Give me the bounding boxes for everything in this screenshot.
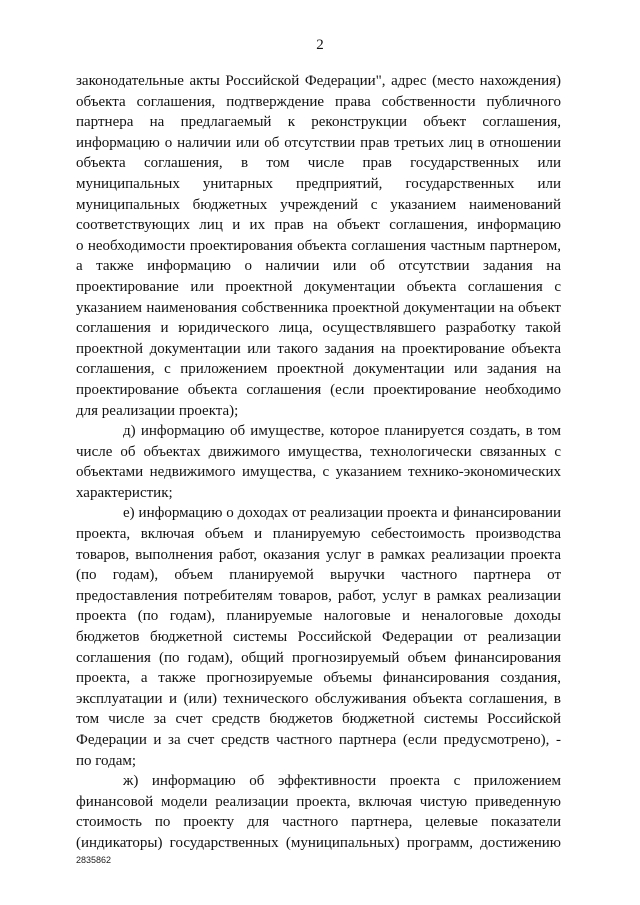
text-line: указанием наименования собственника проектной документации на объект: [76, 299, 561, 316]
document-body: [76, 71, 561, 854]
document-code: 2835862: [76, 855, 112, 865]
text-line: а также информацию о наличии или об отсутствии задания на: [76, 258, 561, 275]
text-line: объекта соглашения, подтверждение права собственности публичного: [76, 93, 561, 110]
text-line: товаров, выполнения работ, оказания услуг в рамках реализации проекта: [76, 546, 561, 563]
text-line: законодательные акты Российской Федерации", адрес (место нахождения): [76, 73, 561, 89]
text-line: информацию о наличии или об отсутствии прав третьих лиц в отношении: [76, 134, 561, 151]
text-line: объектами недвижимого имущества, с указанием технико-экономических: [76, 464, 561, 481]
text-line: предоставления потребителям товаров, работ, услуг в рамках реализации: [76, 587, 561, 604]
text-line: соглашения и юридического лица, осуществлявшего разработку такой: [76, 320, 561, 337]
text-line: проектирование объекта соглашения (если проектирование необходимо: [76, 381, 561, 398]
text-line: муниципальных бюджетных учреждений с указанием наименований: [76, 196, 561, 213]
text-line: Федерации и за счет средств частного партнера (если предусмотрено), -: [76, 732, 561, 748]
paragraph: [76, 421, 561, 503]
text-line: (по годам), объем планируемой выручки частного партнера от: [76, 567, 561, 584]
text-line: объекта соглашения, в том числе прав государственных или: [76, 155, 561, 172]
text-line: д) информацию об имуществе, которое планируется создать, в том: [123, 423, 561, 440]
text-line: стоимость по проекту для частного партнера, целевые показатели: [76, 814, 561, 831]
text-line: характеристик;: [76, 484, 173, 501]
page-number: 2: [316, 37, 324, 53]
text-line: проекта (по годам), планируемые налоговые и неналоговые доходы: [76, 608, 561, 625]
text-line: проектирование или проектной документации объекта соглашения с: [76, 278, 561, 295]
text-line: эксплуатации и (или) технического обслуживания объекта соглашения, в: [76, 690, 561, 707]
text-line: (индикаторы) государственных (муниципальных) программ, достижению: [76, 834, 561, 851]
text-line: проекта, а также прогнозируемые объемы финансирования создания,: [76, 670, 561, 687]
text-line: проекта, включая объем и планируемую себестоимость производства: [76, 526, 561, 543]
text-line: соглашения, с приложением проектной документации или задания на: [76, 361, 561, 378]
text-line: муниципальных унитарных предприятий, государственных или: [76, 175, 561, 192]
text-line: для реализации проекта);: [76, 402, 239, 419]
text-line: о необходимости проектирования объекта соглашения частным партнером,: [76, 237, 561, 254]
text-line: том числе за счет средств бюджетов бюджетной системы Российской: [76, 711, 561, 728]
text-line: проектной документации или такого задания на проектирование объекта: [76, 340, 561, 357]
text-line: ж) информацию об эффективности проекта с приложением: [123, 773, 561, 790]
paragraph: [76, 71, 561, 421]
text-line: соответствующих лиц и их прав на объект соглашения, информацию: [76, 217, 561, 234]
paragraph: [76, 771, 561, 853]
text-line: бюджетов бюджетной системы Российской Федерации от реализации: [76, 629, 561, 646]
text-line: по годам;: [76, 752, 137, 769]
text-line: партнера на предлагаемый к реконструкции объект соглашения,: [76, 114, 561, 131]
text-line: финансовой модели реализации проекта, включая чистую приведенную: [76, 793, 561, 810]
text-line: числе об объектах движимого имущества, технологически связанных с: [76, 443, 561, 460]
paragraph: [76, 503, 561, 771]
text-line: соглашения (по годам), общий прогнозируемый объем финансирования: [76, 649, 561, 666]
text-line: е) информацию о доходах от реализации проекта и финансировании: [123, 505, 561, 522]
